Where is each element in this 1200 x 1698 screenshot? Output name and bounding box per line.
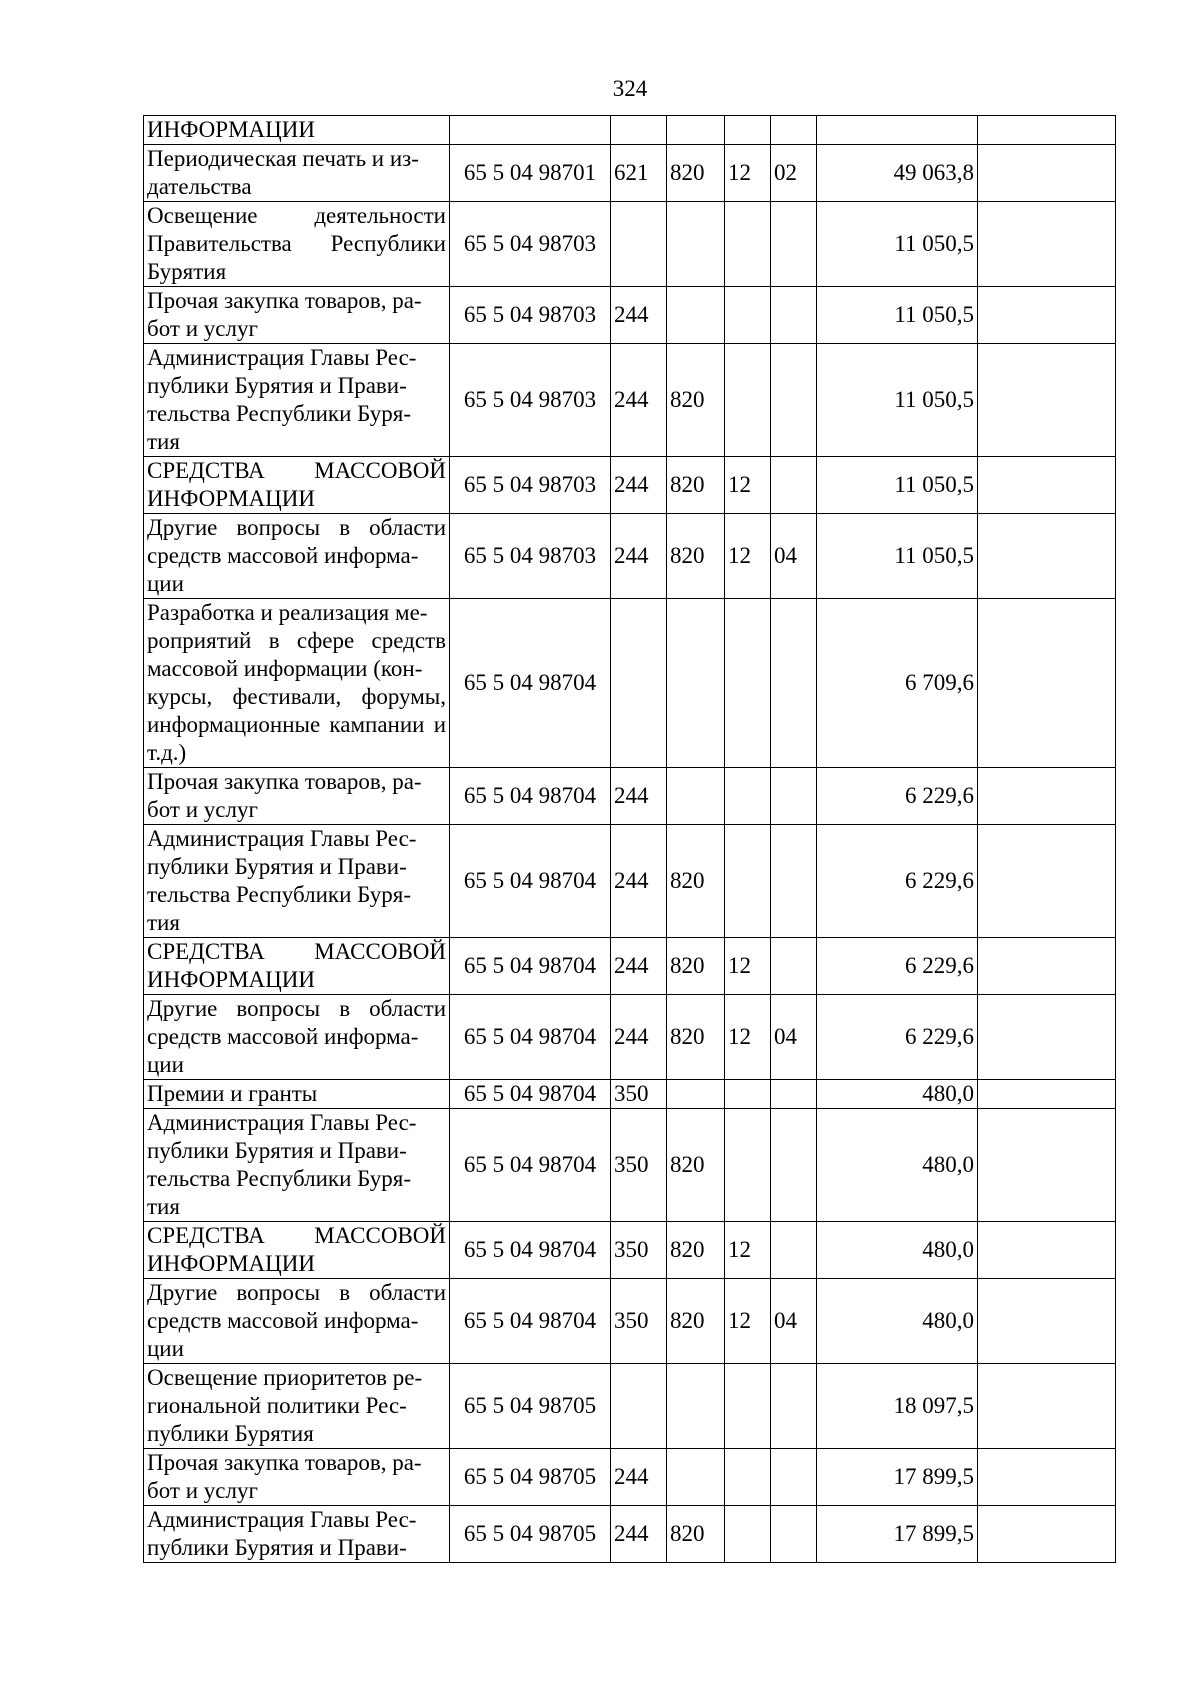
- row-target-code: 65 5 04 98703: [450, 344, 611, 457]
- row-expense-type: 244: [611, 344, 667, 457]
- row-expense-type: [611, 116, 667, 145]
- table-row: [144, 1364, 1116, 1449]
- row-admin-code: 820: [667, 145, 725, 202]
- row-section: [725, 1109, 771, 1222]
- row-name: СРЕДСТВА МАССОВОЙ ИНФОРМАЦИИ: [144, 938, 450, 995]
- row-amount: 6 229,6: [817, 768, 978, 825]
- row-amount: 49 063,8: [817, 145, 978, 202]
- row-target-code: 65 5 04 98704: [450, 1222, 611, 1279]
- row-amount: 480,0: [817, 1080, 978, 1109]
- row-extra: [978, 145, 1116, 202]
- table-row: [144, 1109, 1116, 1222]
- row-target-code: 65 5 04 98705: [450, 1506, 611, 1563]
- row-admin-code: 820: [667, 1506, 725, 1563]
- row-amount: 6 229,6: [817, 995, 978, 1080]
- row-amount: 11 050,5: [817, 202, 978, 287]
- table-row: [144, 1080, 1116, 1109]
- row-extra: [978, 344, 1116, 457]
- budget-table: [143, 115, 1116, 1563]
- table-row: [144, 202, 1116, 287]
- row-extra: [978, 514, 1116, 599]
- table-row: [144, 825, 1116, 938]
- row-extra: [978, 1364, 1116, 1449]
- table-row: [144, 1222, 1116, 1279]
- row-target-code: 65 5 04 98704: [450, 995, 611, 1080]
- row-subsection: [771, 1080, 817, 1109]
- row-section: 12: [725, 145, 771, 202]
- row-name: Прочая закупка товаров, ра- бот и услуг: [144, 1449, 450, 1506]
- row-subsection: [771, 1222, 817, 1279]
- table-row: [144, 116, 1116, 145]
- row-admin-code: 820: [667, 514, 725, 599]
- row-name: СРЕДСТВА МАССОВОЙ ИНФОРМАЦИИ: [144, 1222, 450, 1279]
- row-expense-type: 244: [611, 768, 667, 825]
- row-subsection: 04: [771, 995, 817, 1080]
- row-amount: 6 709,6: [817, 599, 978, 768]
- row-admin-code: [667, 1449, 725, 1506]
- row-admin-code: [667, 1364, 725, 1449]
- row-subsection: [771, 599, 817, 768]
- row-amount: 17 899,5: [817, 1449, 978, 1506]
- row-admin-code: 820: [667, 457, 725, 514]
- table-row: [144, 1506, 1116, 1563]
- table-row: [144, 599, 1116, 768]
- row-extra: [978, 1506, 1116, 1563]
- row-amount: 18 097,5: [817, 1364, 978, 1449]
- row-target-code: 65 5 04 98703: [450, 202, 611, 287]
- row-target-code: 65 5 04 98703: [450, 287, 611, 344]
- row-admin-code: [667, 599, 725, 768]
- row-name: Другие вопросы в области средств массовой информа- ции: [144, 1279, 450, 1364]
- row-target-code: 65 5 04 98704: [450, 768, 611, 825]
- row-section: [725, 825, 771, 938]
- row-subsection: [771, 1506, 817, 1563]
- table-body: [144, 116, 1116, 1563]
- row-target-code: [450, 116, 611, 145]
- row-target-code: 65 5 04 98704: [450, 1080, 611, 1109]
- row-subsection: [771, 938, 817, 995]
- row-subsection: [771, 825, 817, 938]
- row-extra: [978, 116, 1116, 145]
- row-amount: 11 050,5: [817, 514, 978, 599]
- row-extra: [978, 599, 1116, 768]
- row-subsection: [771, 1109, 817, 1222]
- row-expense-type: 244: [611, 1449, 667, 1506]
- row-extra: [978, 1279, 1116, 1364]
- row-expense-type: 350: [611, 1279, 667, 1364]
- row-admin-code: 820: [667, 995, 725, 1080]
- row-target-code: 65 5 04 98701: [450, 145, 611, 202]
- row-admin-code: [667, 287, 725, 344]
- row-extra: [978, 202, 1116, 287]
- row-target-code: 65 5 04 98705: [450, 1364, 611, 1449]
- row-amount: 6 229,6: [817, 938, 978, 995]
- row-section: 12: [725, 514, 771, 599]
- row-section: [725, 1080, 771, 1109]
- row-expense-type: 350: [611, 1109, 667, 1222]
- table-row: [144, 995, 1116, 1080]
- row-amount: 480,0: [817, 1279, 978, 1364]
- table-row: [144, 344, 1116, 457]
- row-section: [725, 287, 771, 344]
- row-name: Освещение деятельности Правительства Республики Бурятия: [144, 202, 450, 287]
- row-name: Другие вопросы в области средств массовой информа- ции: [144, 514, 450, 599]
- row-amount: 480,0: [817, 1109, 978, 1222]
- table-row: [144, 1449, 1116, 1506]
- row-extra: [978, 768, 1116, 825]
- row-target-code: 65 5 04 98703: [450, 457, 611, 514]
- row-expense-type: 244: [611, 514, 667, 599]
- row-section: 12: [725, 938, 771, 995]
- row-expense-type: 244: [611, 938, 667, 995]
- row-section: 12: [725, 457, 771, 514]
- row-extra: [978, 1080, 1116, 1109]
- row-name: ИНФОРМАЦИИ: [144, 116, 450, 145]
- row-amount: 11 050,5: [817, 287, 978, 344]
- row-name: Прочая закупка товаров, ра- бот и услуг: [144, 287, 450, 344]
- row-amount: 17 899,5: [817, 1506, 978, 1563]
- row-subsection: 04: [771, 1279, 817, 1364]
- table-row: [144, 145, 1116, 202]
- row-subsection: [771, 457, 817, 514]
- row-admin-code: 820: [667, 825, 725, 938]
- row-expense-type: 244: [611, 457, 667, 514]
- table-row: [144, 768, 1116, 825]
- table-row: [144, 938, 1116, 995]
- row-expense-type: [611, 599, 667, 768]
- row-section: 12: [725, 1222, 771, 1279]
- row-expense-type: 244: [611, 995, 667, 1080]
- row-admin-code: 820: [667, 344, 725, 457]
- row-subsection: [771, 1364, 817, 1449]
- row-admin-code: 820: [667, 1279, 725, 1364]
- row-expense-type: 350: [611, 1222, 667, 1279]
- row-subsection: [771, 1449, 817, 1506]
- row-expense-type: [611, 1364, 667, 1449]
- row-name: Администрация Главы Рес- публики Бурятия и Прави- тельства Республики Буря- тия: [144, 1109, 450, 1222]
- row-admin-code: [667, 768, 725, 825]
- row-admin-code: 820: [667, 938, 725, 995]
- row-extra: [978, 995, 1116, 1080]
- row-section: [725, 599, 771, 768]
- page-number: 324: [612, 76, 648, 101]
- row-admin-code: [667, 116, 725, 145]
- row-target-code: 65 5 04 98704: [450, 1109, 611, 1222]
- table-row: [144, 457, 1116, 514]
- row-extra: [978, 1109, 1116, 1222]
- row-target-code: 65 5 04 98704: [450, 1279, 611, 1364]
- row-subsection: [771, 287, 817, 344]
- row-target-code: 65 5 04 98704: [450, 938, 611, 995]
- row-extra: [978, 1449, 1116, 1506]
- row-name: Администрация Главы Рес- публики Бурятия и Прави-: [144, 1506, 450, 1563]
- row-target-code: 65 5 04 98704: [450, 825, 611, 938]
- row-subsection: [771, 344, 817, 457]
- row-admin-code: 820: [667, 1222, 725, 1279]
- row-extra: [978, 938, 1116, 995]
- row-subsection: [771, 768, 817, 825]
- table-row: [144, 1279, 1116, 1364]
- row-section: [725, 344, 771, 457]
- row-subsection: [771, 116, 817, 145]
- row-section: 12: [725, 995, 771, 1080]
- row-amount: 11 050,5: [817, 457, 978, 514]
- row-section: 12: [725, 1279, 771, 1364]
- row-expense-type: 244: [611, 1506, 667, 1563]
- row-name: Администрация Главы Рес- публики Бурятия и Прави- тельства Республики Буря- тия: [144, 825, 450, 938]
- row-subsection: 04: [771, 514, 817, 599]
- row-extra: [978, 287, 1116, 344]
- row-section: [725, 202, 771, 287]
- row-name: Периодическая печать и из- дательства: [144, 145, 450, 202]
- row-target-code: 65 5 04 98704: [450, 599, 611, 768]
- row-expense-type: 350: [611, 1080, 667, 1109]
- row-name: Разработка и реализация ме- роприятий в сфере средств массовой информации (кон- курсы, фестивали, форумы, информационные кампании и т.д.): [144, 599, 450, 768]
- row-subsection: 02: [771, 145, 817, 202]
- row-expense-type: 244: [611, 825, 667, 938]
- row-section: [725, 1364, 771, 1449]
- row-amount: [817, 116, 978, 145]
- row-target-code: 65 5 04 98705: [450, 1449, 611, 1506]
- row-name: Премии и гранты: [144, 1080, 450, 1109]
- row-amount: 6 229,6: [817, 825, 978, 938]
- row-extra: [978, 457, 1116, 514]
- row-name: СРЕДСТВА МАССОВОЙ ИНФОРМАЦИИ: [144, 457, 450, 514]
- row-section: [725, 768, 771, 825]
- row-admin-code: 820: [667, 1109, 725, 1222]
- row-name: Прочая закупка товаров, ра- бот и услуг: [144, 768, 450, 825]
- row-amount: 480,0: [817, 1222, 978, 1279]
- row-section: [725, 116, 771, 145]
- row-section: [725, 1506, 771, 1563]
- row-target-code: 65 5 04 98703: [450, 514, 611, 599]
- row-name: Администрация Главы Рес- публики Бурятия и Прави- тельства Республики Буря- тия: [144, 344, 450, 457]
- table-row: [144, 514, 1116, 599]
- row-amount: 11 050,5: [817, 344, 978, 457]
- row-extra: [978, 825, 1116, 938]
- row-subsection: [771, 202, 817, 287]
- row-name: Другие вопросы в области средств массовой информа- ции: [144, 995, 450, 1080]
- row-expense-type: 244: [611, 287, 667, 344]
- row-extra: [978, 1222, 1116, 1279]
- row-expense-type: 621: [611, 145, 667, 202]
- row-section: [725, 1449, 771, 1506]
- table-row: [144, 287, 1116, 344]
- row-name: Освещение приоритетов ре- гиональной политики Рес- публики Бурятия: [144, 1364, 450, 1449]
- row-admin-code: [667, 1080, 725, 1109]
- row-expense-type: [611, 202, 667, 287]
- row-admin-code: [667, 202, 725, 287]
